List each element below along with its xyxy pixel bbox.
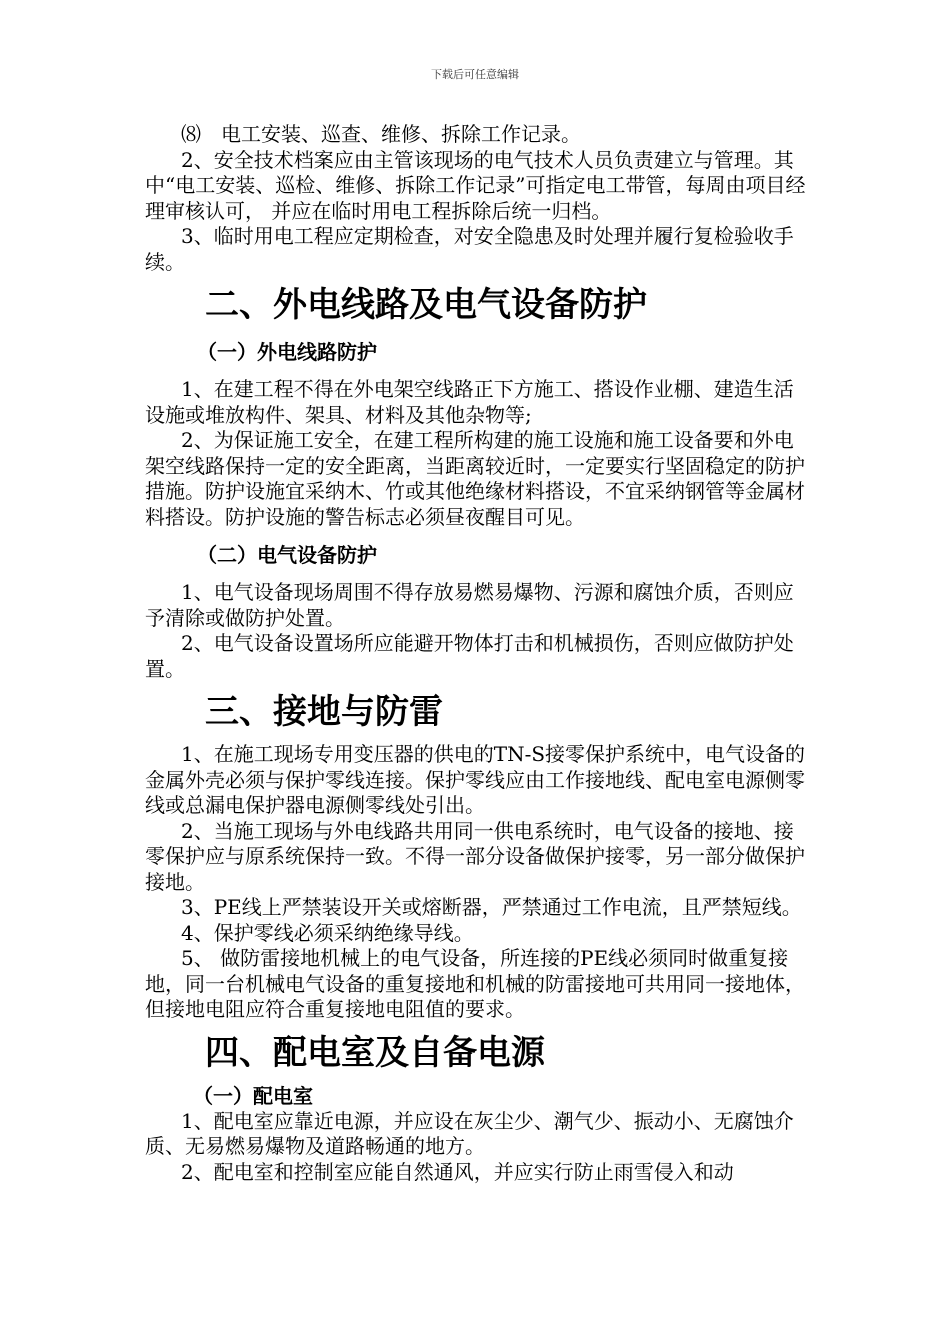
section-heading: 三、接地与防雷 — [205, 692, 443, 732]
paragraph: 2、当施工现场与外电线路共用同一供电系统时，电气设备的接地、接零保护应与原系统保持一致。不得一部分设备做保护接零，另一部分做保护接地。 — [145, 818, 805, 894]
subsection-heading: （一）配电室 — [193, 1083, 313, 1108]
paragraph: 2、为保证施工安全，在建工程所构建的施工设施和施工设备要和外电架空线路保持一定的安全距离，当距离较近时，一定要实行坚固稳定的防护措施。防护设施宜采纳木、竹或其他绝缘材料搭设，不宜采纳钢管等金属材料搭设。防护设施的警告标志必须昼夜醒目可见。 — [145, 428, 805, 529]
paragraph: 2、配电室和控制室应能自然通风，并应实行防止雨雪侵入和动 — [181, 1159, 734, 1184]
subsection-heading: （一）外电线路防护 — [197, 340, 377, 364]
paragraph: 3、PE线上严禁装设开关或熔断器，严禁通过工作电流，且严禁短线。 — [181, 895, 802, 919]
paragraph: ⑻ 电工安装、巡查、维修、拆除工作记录。 — [181, 122, 581, 146]
section-heading: 四、配电室及自备电源 — [205, 1032, 545, 1073]
document-body — [145, 122, 810, 1185]
header-note: 下载后可任意编辑 — [431, 68, 519, 81]
subsection-heading: （二）电气设备防护 — [197, 543, 377, 567]
paragraph: 4、保护零线必须采纳绝缘导线。 — [181, 920, 474, 945]
paragraph: 3、临时用电工程应定期检查，对安全隐患及时处理并履行复检验收手续。 — [145, 224, 794, 274]
paragraph: 5、 做防雷接地机械上的电气设备，所连接的PE线必须同时做重复接地，同一台机械电气设备的重复接地和机械的防雷接地可共用同一接地体，但接地电阻应符合重复接地电阻值的要求。 — [145, 946, 805, 1021]
section-heading: 二、外电线路及电气设备防护 — [205, 285, 647, 325]
paragraph: 1、在施工现场专用变压器的供电的TN-S接零保护系统中，电气设备的金属外壳必须与保护零线连接。保护零线应由工作接地线、配电室电源侧零线或总漏电保护器电源侧零线处引出。 — [145, 742, 806, 817]
paragraph: 1、在建工程不得在外电架空线路正下方施工、搭设作业棚、建造生活设施或堆放构件、架具、材料及其他杂物等; — [145, 377, 794, 427]
paragraph: 1、电气设备现场周围不得存放易燃易爆物、污源和腐蚀介质，否则应予清除或做防护处置。 — [145, 580, 794, 630]
paragraph: 2、电气设备设置场所应能避开物体打击和机械损伤，否则应做防护处置。 — [145, 631, 794, 681]
paragraph: 1、配电室应靠近电源，并应设在灰尘少、潮气少、振动小、无腐蚀介质、无易燃易爆物及道路畅通的地方。 — [145, 1108, 794, 1158]
paragraph: 2、安全技术档案应由主管该现场的电气技术人员负责建立与管理。其中“电工安装、巡检、维修、拆除工作记录”可指定电工带管，每周由项目经理审核认可， 并应在临时用电工程拆除后统一归档。 — [145, 147, 806, 223]
